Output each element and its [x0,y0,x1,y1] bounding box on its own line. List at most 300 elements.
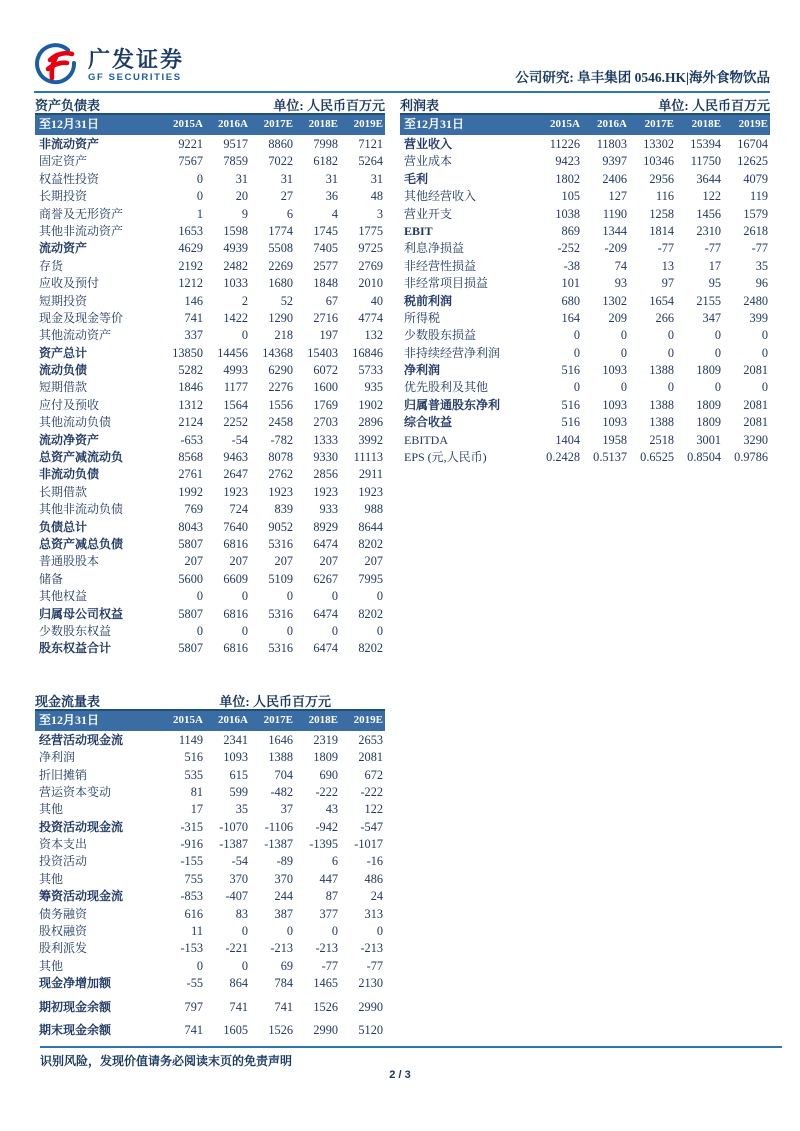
cell-value: 6816 [223,641,248,656]
cell-value: 1033 [223,276,248,291]
cell-value: 2761 [178,467,203,482]
cell-value: -221 [225,941,248,956]
cell-value: 1600 [313,380,338,395]
table-row [35,853,385,870]
cell-value: 209 [608,310,627,325]
column-header: 2016A [218,118,248,130]
cell-value: 2653 [358,732,383,747]
cell-value: 1388 [268,750,293,765]
row-label: 总资产减流动负 [39,450,124,465]
income-statement-title-row [400,95,770,112]
row-label: 总资产减总负债 [39,536,124,551]
cell-value: 207 [184,554,203,569]
cell-value: -213 [315,941,338,956]
cell-value: 83 [235,906,248,921]
cell-value: 2458 [268,415,293,430]
cell-value: -1070 [219,819,248,834]
cell-value: 35 [235,802,248,817]
cell-value: 0 [331,924,338,939]
row-label: 期末现金余额 [39,1022,112,1037]
table-row [35,519,385,536]
cell-value: 1149 [178,732,203,747]
cell-value: 0 [376,623,383,638]
cell-value: 5807 [178,606,203,621]
cell-value: 864 [229,976,248,991]
cell-value: 2155 [696,293,721,308]
column-header: 2017E [263,118,293,130]
table-title: 资产负债表 [35,98,101,113]
cell-value: 116 [656,189,674,204]
cell-value: -54 [231,432,248,447]
cell-value: 741 [229,999,248,1014]
table-row [35,571,385,588]
row-label: 所得税 [404,310,441,325]
cell-value: 447 [319,871,338,886]
cell-value: 3992 [358,432,383,447]
cell-value: -222 [315,784,338,799]
cell-value: 516 [561,397,580,412]
cell-value: 218 [274,328,293,343]
cell-value: 207 [319,554,338,569]
cell-value: 2703 [313,415,338,430]
row-label: EPS (元,人民币) [404,450,487,465]
cell-value: 15403 [307,345,338,360]
cell-value: 0 [376,924,383,939]
cell-value: 2130 [358,976,383,991]
cell-value: 7998 [313,137,338,151]
row-label: 短期投资 [39,293,88,308]
row-label: 长期借款 [39,484,88,499]
row-label: 流动负债 [39,363,88,378]
cell-value: 1992 [178,484,203,499]
cell-value: 370 [274,871,293,886]
cell-value: 615 [229,767,248,782]
row-label: 少数股东权益 [39,623,112,638]
cell-value: 0.5137 [593,450,627,465]
date-header: 至12月31日 [39,117,100,131]
table-row [35,958,385,975]
cell-value: 1093 [223,750,248,765]
cell-value: -942 [315,819,338,834]
cell-value: 5508 [268,241,293,256]
cell-value: 31 [370,171,383,186]
cell-value: -77 [657,241,674,256]
cell-value: 5120 [358,1022,383,1037]
cell-value: 17 [190,802,203,817]
table-row [400,310,770,327]
table-header-row [35,113,385,135]
row-label: 流动资产 [39,241,88,256]
cell-value: 0 [241,958,248,973]
cell-value: 7022 [268,154,293,169]
cell-value: 197 [319,328,338,343]
cell-value: 13302 [643,137,674,151]
column-header: 2019E [353,713,383,726]
cell-value: 1465 [313,976,338,991]
cell-value: 2618 [743,223,768,238]
column-header: 2015A [550,118,580,130]
cell-value: 2769 [358,258,383,273]
cell-value: 2081 [358,750,383,765]
row-label: 现金净增加额 [39,976,112,991]
cell-value: 2647 [223,467,248,482]
cell-value: 2577 [313,258,338,273]
cell-value: 12625 [737,154,768,169]
cell-value: 724 [229,502,248,517]
cell-value: 387 [274,906,293,921]
cell-value: 8202 [358,641,383,656]
cell-value: 1290 [268,310,293,325]
row-label: 归属普通股东净利 [404,397,501,412]
cell-value: 8202 [358,536,383,551]
row-label: 净利润 [404,363,441,378]
cell-value: 2482 [223,258,248,273]
cell-value: 95 [708,276,721,291]
table-body [35,732,385,1040]
cell-value: 1745 [313,223,338,238]
table-row [35,606,385,623]
cell-value: -853 [180,889,203,904]
balance-sheet-table [35,95,385,658]
table-row [400,397,770,414]
cell-value: 11803 [596,137,627,151]
cell-value: 1814 [649,223,674,238]
cell-value: 0 [331,623,338,638]
table-row [35,258,385,275]
table-row [400,153,770,170]
cell-value: 9330 [313,450,338,465]
cell-value: 6816 [223,606,248,621]
cell-value: 0 [241,924,248,939]
column-header: 2016A [218,713,248,726]
cell-value: 0.2428 [546,450,580,465]
cell-value: 48 [370,189,383,204]
row-label: 股东权益合计 [39,641,112,656]
cell-value: 14456 [217,345,248,360]
cell-value: 5109 [268,571,293,586]
row-label: 折旧摊销 [39,767,88,782]
cell-value: -1395 [309,837,338,852]
table-row [400,449,770,466]
row-label: 税前利润 [404,293,453,308]
row-label: 筹资活动现金流 [39,889,124,904]
cell-value: 2010 [358,276,383,291]
cell-value: 704 [274,767,293,782]
cell-value: -77 [321,958,338,973]
cell-value: 43 [325,802,338,817]
cell-value: 6267 [313,571,338,586]
cell-value: 935 [364,380,383,395]
row-label: 其他经营收入 [404,189,477,204]
cell-value: -213 [360,941,383,956]
row-label: 储备 [39,571,64,586]
cell-value: 7859 [223,154,248,169]
cell-value: 869 [561,223,580,238]
cell-value: 6474 [313,606,338,621]
table-row [35,484,385,501]
cell-value: 8860 [268,137,293,151]
cell-value: 2762 [268,467,293,482]
cell-value: 8202 [358,606,383,621]
table-row [35,871,385,888]
cell-value: 1848 [313,276,338,291]
cell-value: 1923 [358,484,383,499]
gf-logo-icon [34,42,80,88]
cell-value: 1680 [268,276,293,291]
cell-value: 0 [667,380,674,395]
row-label: 非经常项目损益 [404,276,489,291]
cell-value: 516 [561,415,580,430]
cell-value: 8043 [178,519,203,534]
cell-value: 8929 [313,519,338,534]
cell-value: 2341 [223,732,248,747]
cell-value: 1923 [223,484,248,499]
cell-value: 1564 [223,397,248,412]
cell-value: 0 [196,171,203,186]
cell-value: 1653 [178,223,203,238]
cell-value: 146 [184,293,203,308]
cell-value: 11113 [353,450,383,465]
cell-value: 0 [376,589,383,604]
cell-value: 0 [196,589,203,604]
table-row [400,136,770,153]
row-label: 应收及预付 [39,276,100,291]
cell-value: -1106 [264,819,293,834]
cell-value: 164 [561,310,580,325]
table-row [35,327,385,344]
table-title: 利润表 [400,98,440,113]
cell-value: 1093 [602,363,627,378]
cell-value: 2252 [223,415,248,430]
table-row [35,836,385,853]
cell-value: 1312 [178,397,203,412]
cell-value: 5600 [178,571,203,586]
cell-value: 7567 [178,154,203,169]
date-header: 至12月31日 [404,117,465,131]
table-unit: 单位: 人民币百万元 [273,98,385,113]
cell-value: 1775 [358,223,383,238]
cell-value: 1809 [696,415,721,430]
cell-value: -222 [360,784,383,799]
table-row [400,379,770,396]
cell-value: 9221 [178,137,203,151]
table-row [35,999,385,1016]
cell-value: 52 [280,293,293,308]
cell-value: 9397 [602,154,627,169]
cell-value: 0 [241,623,248,638]
row-label: 其他非流动资产 [39,223,124,238]
table-row [35,749,385,766]
row-label: 其他非流动负债 [39,502,124,517]
cell-value: 2480 [743,293,768,308]
cell-value: 0 [761,380,768,395]
cell-value: 9 [241,206,248,221]
cell-value: 11 [191,924,203,939]
cell-value: 5807 [178,536,203,551]
cell-value: 0 [241,589,248,604]
cell-value: 0 [620,328,627,343]
cell-value: 9463 [223,450,248,465]
row-label: 固定资产 [39,154,88,169]
cell-value: -54 [231,854,248,869]
cell-value: 2192 [178,258,203,273]
cell-value: 9517 [223,137,248,151]
cell-value: -782 [270,432,293,447]
cell-value: 0 [196,189,203,204]
cell-value: 1809 [696,363,721,378]
cell-value: 7640 [223,519,248,534]
cell-value: 2310 [696,223,721,238]
cell-value: 1388 [649,415,674,430]
column-header: 2018E [691,118,721,130]
table-row [35,923,385,940]
cell-value: 36 [325,189,338,204]
income-statement-table [400,95,770,466]
cell-value: 8568 [178,450,203,465]
cell-value: 16704 [737,137,768,151]
cell-value: 7121 [358,137,383,151]
cell-value: -252 [557,241,580,256]
cell-value: 20 [235,189,248,204]
table-row [400,293,770,310]
cell-value: -315 [180,819,203,834]
cell-value: 1802 [555,171,580,186]
cell-value: 0 [241,328,248,343]
cell-value: 2406 [602,171,627,186]
cell-value: 0 [714,380,721,395]
cell-value: 9052 [268,519,293,534]
cell-value: -916 [180,837,203,852]
cell-value: 1769 [313,397,338,412]
cell-value: 0 [714,345,721,360]
cell-value: 15394 [690,137,721,151]
table-row [35,240,385,257]
cell-value: 40 [370,293,383,308]
cell-value: 1774 [268,223,293,238]
cell-value: 4774 [358,310,383,325]
table-header-row [35,709,385,731]
cell-value: 0 [573,328,580,343]
row-label: 利息净损益 [404,241,465,256]
row-label: EBITDA [404,432,448,447]
table-row [35,623,385,640]
cell-value: 244 [274,889,293,904]
cell-value: 6474 [313,536,338,551]
cell-value: 27 [280,189,293,204]
cell-value: 1809 [696,397,721,412]
cell-value: 5264 [358,154,383,169]
cell-value: 122 [364,802,383,817]
cell-value: 741 [184,310,203,325]
cell-value: 347 [702,310,721,325]
cell-value: 3001 [696,432,721,447]
row-label: 短期借款 [39,380,88,395]
table-row [35,397,385,414]
report-subject-line: 公司研究: 阜丰集团 0546.HK|海外食物饮品 [515,70,770,85]
cell-value: 0.8504 [687,450,721,465]
table-row [400,275,770,292]
row-label: 投资活动现金流 [39,819,124,834]
cell-value: 690 [319,767,338,782]
cell-value: -55 [186,976,203,991]
cell-value: 1388 [649,363,674,378]
cell-value: 1809 [313,750,338,765]
cell-value: -38 [563,258,580,273]
table-header-row [400,113,770,135]
cell-value: -547 [360,819,383,834]
cell-value: 0 [286,589,293,604]
cell-value: 81 [190,784,203,799]
cell-value: -653 [180,432,203,447]
cell-value: 1579 [743,206,768,221]
table-row [400,362,770,379]
cell-value: 1958 [602,432,627,447]
row-label: 流动净资产 [39,432,100,447]
table-row [35,293,385,310]
row-label: 应付及预收 [39,397,100,412]
table-row [400,414,770,431]
table-row [35,819,385,836]
cell-value: -77 [751,241,768,256]
row-label: 期初现金余额 [39,999,112,1014]
cell-value: 69 [280,958,293,973]
cell-value: 2990 [313,1022,338,1037]
cell-value: 616 [184,906,203,921]
table-row [35,640,385,657]
cell-value: 105 [561,189,580,204]
cell-value: 2081 [743,363,768,378]
cell-value: 101 [561,276,580,291]
cell-value: 1212 [178,276,203,291]
table-row [35,732,385,749]
cell-value: 2319 [313,732,338,747]
column-header: 2015A [173,118,203,130]
cell-value: 1598 [223,223,248,238]
table-body [400,136,770,466]
row-label: 其他权益 [39,589,88,604]
cell-value: 13 [661,258,674,273]
cell-value: 2 [241,293,248,308]
cell-value: 5807 [178,641,203,656]
table-row [35,275,385,292]
cell-value: 1258 [649,206,674,221]
cell-value: 31 [235,171,248,186]
table-row [35,784,385,801]
cell-value: -77 [366,958,383,973]
row-label: 其他 [39,802,64,817]
cell-value: -1387 [219,837,248,852]
cell-value: 1526 [268,1022,293,1037]
cell-value: 6 [286,206,293,221]
cell-value: 6609 [223,571,248,586]
cell-value: 0 [620,345,627,360]
cell-value: -1017 [354,837,383,852]
cell-value: 2276 [268,380,293,395]
cell-value: 1190 [602,206,627,221]
cell-value: 207 [229,554,248,569]
disclaimer-text: 识别风险，发现价值请务必阅读末页的免责声明 [40,1054,293,1068]
cell-value: 0 [573,380,580,395]
cell-value: 0 [667,328,674,343]
table-row [400,240,770,257]
column-header: 2015A [173,713,203,726]
cell-value: 6474 [313,641,338,656]
logo-chinese-name: 广发证券 [88,46,185,72]
cell-value: -482 [270,784,293,799]
cell-value: 0 [196,623,203,638]
table-row [35,536,385,553]
cell-value: 784 [274,976,293,991]
